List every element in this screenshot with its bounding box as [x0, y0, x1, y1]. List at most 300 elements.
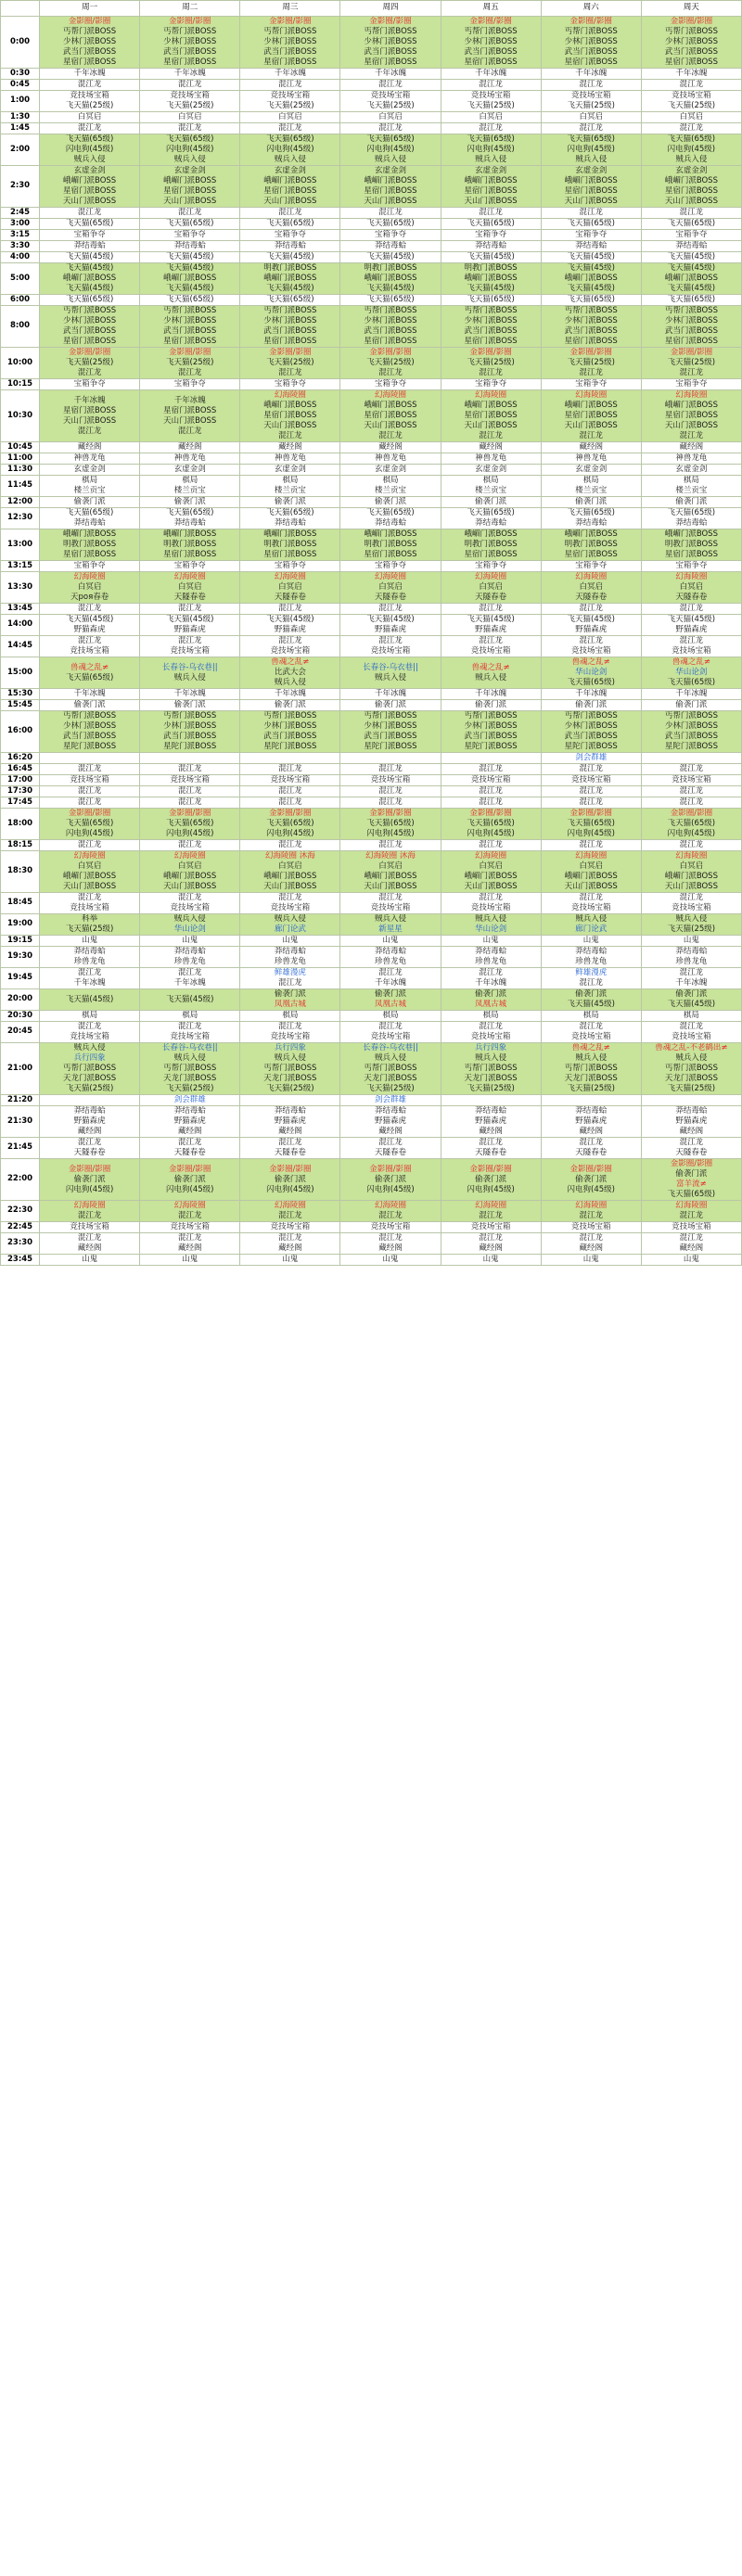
schedule-cell[interactable] — [541, 893, 641, 914]
schedule-cell[interactable] — [340, 252, 441, 263]
schedule-cell[interactable] — [340, 1255, 441, 1266]
schedule-cell[interactable] — [40, 764, 140, 775]
schedule-cell[interactable] — [641, 1159, 741, 1201]
schedule-cell[interactable] — [641, 112, 741, 123]
schedule-cell[interactable] — [140, 91, 240, 112]
schedule-cell[interactable] — [441, 636, 541, 657]
schedule-cell[interactable] — [40, 529, 140, 561]
schedule-cell[interactable] — [40, 453, 140, 465]
schedule-cell[interactable] — [140, 786, 240, 797]
schedule-cell[interactable] — [240, 17, 340, 69]
schedule-cell[interactable] — [140, 230, 240, 241]
schedule-cell[interactable] — [641, 936, 741, 947]
schedule-cell[interactable] — [441, 1159, 541, 1201]
schedule-cell[interactable] — [641, 1106, 741, 1138]
schedule-cell[interactable] — [441, 230, 541, 241]
schedule-cell[interactable] — [40, 465, 140, 476]
schedule-cell[interactable] — [441, 700, 541, 711]
schedule-cell[interactable] — [40, 208, 140, 219]
schedule-cell[interactable] — [541, 219, 641, 230]
schedule-cell[interactable] — [641, 166, 741, 208]
schedule-cell[interactable] — [441, 497, 541, 508]
schedule-cell[interactable] — [40, 893, 140, 914]
schedule-cell[interactable] — [140, 219, 240, 230]
schedule-cell[interactable] — [441, 208, 541, 219]
schedule-cell[interactable] — [140, 1233, 240, 1255]
schedule-cell[interactable] — [441, 1222, 541, 1233]
schedule-cell[interactable] — [340, 700, 441, 711]
schedule-cell[interactable] — [340, 241, 441, 252]
schedule-cell[interactable] — [641, 1138, 741, 1159]
schedule-cell[interactable] — [641, 453, 741, 465]
schedule-cell[interactable] — [340, 134, 441, 166]
schedule-cell[interactable] — [40, 379, 140, 390]
schedule-cell[interactable] — [441, 1201, 541, 1222]
schedule-cell[interactable] — [641, 786, 741, 797]
schedule-cell[interactable] — [140, 442, 240, 453]
schedule-cell[interactable] — [541, 17, 641, 69]
schedule-cell[interactable] — [541, 914, 641, 936]
schedule-cell[interactable] — [40, 17, 140, 69]
schedule-cell[interactable] — [240, 775, 340, 786]
schedule-cell[interactable] — [240, 379, 340, 390]
schedule-cell[interactable] — [641, 295, 741, 306]
schedule-cell[interactable] — [240, 989, 340, 1011]
schedule-cell[interactable] — [240, 936, 340, 947]
schedule-cell[interactable] — [541, 936, 641, 947]
schedule-cell[interactable] — [140, 914, 240, 936]
schedule-cell[interactable] — [441, 786, 541, 797]
schedule-cell[interactable] — [340, 166, 441, 208]
schedule-cell[interactable] — [240, 561, 340, 572]
schedule-cell[interactable] — [140, 476, 240, 497]
schedule-cell[interactable] — [40, 80, 140, 91]
schedule-cell[interactable] — [641, 390, 741, 442]
schedule-cell[interactable] — [441, 166, 541, 208]
schedule-cell[interactable] — [441, 442, 541, 453]
schedule-cell[interactable] — [441, 263, 541, 295]
schedule-cell[interactable] — [441, 80, 541, 91]
schedule-cell[interactable] — [641, 508, 741, 529]
schedule-cell[interactable] — [340, 508, 441, 529]
schedule-cell[interactable] — [541, 851, 641, 893]
schedule-cell[interactable] — [441, 914, 541, 936]
schedule-cell[interactable] — [140, 508, 240, 529]
schedule-cell[interactable] — [40, 797, 140, 809]
schedule-cell[interactable] — [140, 809, 240, 840]
schedule-cell[interactable] — [541, 657, 641, 689]
schedule-cell[interactable] — [441, 134, 541, 166]
schedule-cell[interactable] — [140, 968, 240, 989]
schedule-cell[interactable] — [340, 295, 441, 306]
schedule-cell[interactable] — [140, 636, 240, 657]
schedule-cell[interactable] — [441, 529, 541, 561]
schedule-cell[interactable] — [340, 17, 441, 69]
schedule-cell[interactable] — [541, 1022, 641, 1043]
schedule-cell[interactable] — [541, 80, 641, 91]
schedule-cell[interactable] — [641, 1255, 741, 1266]
schedule-cell[interactable] — [40, 636, 140, 657]
schedule-cell[interactable] — [40, 561, 140, 572]
schedule-cell[interactable] — [140, 166, 240, 208]
schedule-cell[interactable] — [541, 775, 641, 786]
schedule-cell[interactable] — [441, 112, 541, 123]
schedule-cell[interactable] — [240, 80, 340, 91]
schedule-cell[interactable] — [541, 840, 641, 851]
schedule-cell[interactable] — [240, 1095, 340, 1106]
schedule-cell[interactable] — [40, 989, 140, 1011]
schedule-cell[interactable] — [340, 775, 441, 786]
schedule-cell[interactable] — [641, 219, 741, 230]
schedule-cell[interactable] — [541, 252, 641, 263]
schedule-cell[interactable] — [541, 306, 641, 348]
schedule-cell[interactable] — [641, 497, 741, 508]
schedule-cell[interactable] — [541, 615, 641, 636]
schedule-cell[interactable] — [40, 1138, 140, 1159]
schedule-cell[interactable] — [541, 497, 641, 508]
schedule-cell[interactable] — [40, 1222, 140, 1233]
schedule-cell[interactable] — [240, 241, 340, 252]
schedule-cell[interactable] — [140, 390, 240, 442]
schedule-cell[interactable] — [140, 572, 240, 604]
schedule-cell[interactable] — [240, 657, 340, 689]
schedule-cell[interactable] — [541, 1043, 641, 1095]
schedule-cell[interactable] — [541, 1011, 641, 1022]
schedule-cell[interactable] — [641, 840, 741, 851]
schedule-cell[interactable] — [40, 476, 140, 497]
schedule-cell[interactable] — [541, 123, 641, 134]
schedule-cell[interactable] — [340, 561, 441, 572]
schedule-cell[interactable] — [340, 809, 441, 840]
schedule-cell[interactable] — [441, 476, 541, 497]
schedule-cell[interactable] — [340, 453, 441, 465]
schedule-cell[interactable] — [240, 348, 340, 379]
schedule-cell[interactable] — [541, 689, 641, 700]
schedule-cell[interactable] — [240, 1011, 340, 1022]
schedule-cell[interactable] — [140, 840, 240, 851]
schedule-cell[interactable] — [240, 1138, 340, 1159]
schedule-cell[interactable] — [441, 851, 541, 893]
schedule-cell[interactable] — [541, 1201, 641, 1222]
schedule-cell[interactable] — [541, 636, 641, 657]
schedule-cell[interactable] — [140, 700, 240, 711]
schedule-cell[interactable] — [240, 947, 340, 968]
schedule-cell[interactable] — [140, 1222, 240, 1233]
schedule-cell[interactable] — [40, 252, 140, 263]
schedule-cell[interactable] — [541, 572, 641, 604]
schedule-cell[interactable] — [340, 442, 441, 453]
schedule-cell[interactable] — [340, 1106, 441, 1138]
schedule-cell[interactable] — [441, 775, 541, 786]
schedule-cell[interactable] — [40, 809, 140, 840]
schedule-cell[interactable] — [140, 112, 240, 123]
schedule-cell[interactable] — [641, 968, 741, 989]
schedule-cell[interactable] — [40, 1022, 140, 1043]
schedule-cell[interactable] — [641, 1043, 741, 1095]
schedule-cell[interactable] — [641, 775, 741, 786]
schedule-cell[interactable] — [541, 968, 641, 989]
schedule-cell[interactable] — [641, 17, 741, 69]
schedule-cell[interactable] — [441, 252, 541, 263]
schedule-cell[interactable] — [441, 17, 541, 69]
schedule-cell[interactable] — [140, 1138, 240, 1159]
schedule-cell[interactable] — [40, 851, 140, 893]
schedule-cell[interactable] — [140, 123, 240, 134]
schedule-cell[interactable] — [641, 306, 741, 348]
schedule-cell[interactable] — [240, 764, 340, 775]
schedule-cell[interactable] — [541, 1095, 641, 1106]
schedule-cell[interactable] — [641, 797, 741, 809]
schedule-cell[interactable] — [240, 786, 340, 797]
schedule-cell[interactable] — [541, 69, 641, 80]
schedule-cell[interactable] — [441, 295, 541, 306]
schedule-cell[interactable] — [641, 1011, 741, 1022]
schedule-cell[interactable] — [641, 615, 741, 636]
schedule-cell[interactable] — [340, 1233, 441, 1255]
schedule-cell[interactable] — [240, 636, 340, 657]
schedule-cell[interactable] — [641, 1022, 741, 1043]
schedule-cell[interactable] — [541, 1255, 641, 1266]
schedule-cell[interactable] — [641, 657, 741, 689]
schedule-cell[interactable] — [541, 947, 641, 968]
schedule-cell[interactable] — [340, 786, 441, 797]
schedule-cell[interactable] — [541, 700, 641, 711]
schedule-cell[interactable] — [641, 989, 741, 1011]
schedule-cell[interactable] — [240, 529, 340, 561]
schedule-cell[interactable] — [240, 1159, 340, 1201]
schedule-cell[interactable] — [541, 797, 641, 809]
schedule-cell[interactable] — [140, 711, 240, 753]
schedule-cell[interactable] — [541, 295, 641, 306]
schedule-cell[interactable] — [441, 1138, 541, 1159]
schedule-cell[interactable] — [40, 69, 140, 80]
schedule-cell[interactable] — [240, 604, 340, 615]
schedule-cell[interactable] — [441, 604, 541, 615]
schedule-cell[interactable] — [140, 775, 240, 786]
schedule-cell[interactable] — [441, 657, 541, 689]
schedule-cell[interactable] — [441, 1255, 541, 1266]
schedule-cell[interactable] — [641, 529, 741, 561]
schedule-cell[interactable] — [140, 851, 240, 893]
schedule-cell[interactable] — [240, 91, 340, 112]
schedule-cell[interactable] — [340, 936, 441, 947]
schedule-cell[interactable] — [140, 1201, 240, 1222]
schedule-cell[interactable] — [240, 1022, 340, 1043]
schedule-cell[interactable] — [140, 1255, 240, 1266]
schedule-cell[interactable] — [441, 1022, 541, 1043]
schedule-cell[interactable] — [541, 604, 641, 615]
schedule-cell[interactable] — [240, 442, 340, 453]
schedule-cell[interactable] — [340, 219, 441, 230]
schedule-cell[interactable] — [641, 91, 741, 112]
schedule-cell[interactable] — [340, 1022, 441, 1043]
schedule-cell[interactable] — [541, 764, 641, 775]
schedule-cell[interactable] — [541, 379, 641, 390]
schedule-cell[interactable] — [40, 689, 140, 700]
schedule-cell[interactable] — [340, 1011, 441, 1022]
schedule-cell[interactable] — [40, 134, 140, 166]
schedule-cell[interactable] — [240, 572, 340, 604]
schedule-cell[interactable] — [541, 263, 641, 295]
schedule-cell[interactable] — [40, 786, 140, 797]
schedule-cell[interactable] — [641, 700, 741, 711]
schedule-cell[interactable] — [40, 1011, 140, 1022]
schedule-cell[interactable] — [240, 453, 340, 465]
schedule-cell[interactable] — [340, 529, 441, 561]
schedule-cell[interactable] — [140, 17, 240, 69]
schedule-cell[interactable] — [541, 753, 641, 764]
schedule-cell[interactable] — [140, 295, 240, 306]
schedule-cell[interactable] — [541, 989, 641, 1011]
schedule-cell[interactable] — [240, 465, 340, 476]
schedule-cell[interactable] — [641, 711, 741, 753]
schedule-cell[interactable] — [340, 123, 441, 134]
schedule-cell[interactable] — [240, 208, 340, 219]
schedule-cell[interactable] — [340, 1138, 441, 1159]
schedule-cell[interactable] — [40, 91, 140, 112]
schedule-cell[interactable] — [240, 1233, 340, 1255]
schedule-cell[interactable] — [541, 1106, 641, 1138]
schedule-cell[interactable] — [40, 775, 140, 786]
schedule-cell[interactable] — [240, 797, 340, 809]
schedule-cell[interactable] — [340, 465, 441, 476]
schedule-cell[interactable] — [140, 947, 240, 968]
schedule-cell[interactable] — [541, 230, 641, 241]
schedule-cell[interactable] — [340, 1159, 441, 1201]
schedule-cell[interactable] — [441, 306, 541, 348]
schedule-cell[interactable] — [140, 989, 240, 1011]
schedule-cell[interactable] — [641, 809, 741, 840]
schedule-cell[interactable] — [441, 123, 541, 134]
schedule-cell[interactable] — [240, 134, 340, 166]
schedule-cell[interactable] — [641, 604, 741, 615]
schedule-cell[interactable] — [140, 689, 240, 700]
schedule-cell[interactable] — [641, 851, 741, 893]
schedule-cell[interactable] — [641, 379, 741, 390]
schedule-cell[interactable] — [441, 91, 541, 112]
schedule-cell[interactable] — [140, 453, 240, 465]
schedule-cell[interactable] — [40, 572, 140, 604]
schedule-cell[interactable] — [140, 936, 240, 947]
schedule-cell[interactable] — [240, 390, 340, 442]
schedule-cell[interactable] — [340, 263, 441, 295]
schedule-cell[interactable] — [240, 711, 340, 753]
schedule-cell[interactable] — [541, 1233, 641, 1255]
schedule-cell[interactable] — [641, 348, 741, 379]
schedule-cell[interactable] — [641, 914, 741, 936]
schedule-cell[interactable] — [441, 947, 541, 968]
schedule-cell[interactable] — [441, 1095, 541, 1106]
schedule-cell[interactable] — [441, 989, 541, 1011]
schedule-cell[interactable] — [40, 700, 140, 711]
schedule-cell[interactable] — [140, 1043, 240, 1095]
schedule-cell[interactable] — [641, 123, 741, 134]
schedule-cell[interactable] — [541, 208, 641, 219]
schedule-cell[interactable] — [240, 166, 340, 208]
schedule-cell[interactable] — [641, 442, 741, 453]
schedule-cell[interactable] — [441, 840, 541, 851]
schedule-cell[interactable] — [40, 112, 140, 123]
schedule-cell[interactable] — [541, 166, 641, 208]
schedule-cell[interactable] — [340, 112, 441, 123]
schedule-cell[interactable] — [140, 1106, 240, 1138]
schedule-cell[interactable] — [441, 689, 541, 700]
schedule-cell[interactable] — [140, 1011, 240, 1022]
schedule-cell[interactable] — [441, 1011, 541, 1022]
schedule-cell[interactable] — [140, 753, 240, 764]
schedule-cell[interactable] — [340, 208, 441, 219]
schedule-cell[interactable] — [641, 561, 741, 572]
schedule-cell[interactable] — [40, 968, 140, 989]
schedule-cell[interactable] — [641, 1222, 741, 1233]
schedule-cell[interactable] — [240, 914, 340, 936]
schedule-cell[interactable] — [240, 219, 340, 230]
schedule-cell[interactable] — [441, 809, 541, 840]
schedule-cell[interactable] — [340, 689, 441, 700]
schedule-cell[interactable] — [441, 561, 541, 572]
schedule-cell[interactable] — [140, 134, 240, 166]
schedule-cell[interactable] — [441, 764, 541, 775]
schedule-cell[interactable] — [140, 764, 240, 775]
schedule-cell[interactable] — [641, 1095, 741, 1106]
schedule-cell[interactable] — [641, 263, 741, 295]
schedule-cell[interactable] — [441, 615, 541, 636]
schedule-cell[interactable] — [340, 69, 441, 80]
schedule-cell[interactable] — [240, 1255, 340, 1266]
schedule-cell[interactable] — [441, 69, 541, 80]
schedule-cell[interactable] — [541, 134, 641, 166]
schedule-cell[interactable] — [40, 390, 140, 442]
schedule-cell[interactable] — [641, 1201, 741, 1222]
schedule-cell[interactable] — [40, 936, 140, 947]
schedule-cell[interactable] — [140, 797, 240, 809]
schedule-cell[interactable] — [340, 1222, 441, 1233]
schedule-cell[interactable] — [641, 208, 741, 219]
schedule-cell[interactable] — [441, 936, 541, 947]
schedule-cell[interactable] — [340, 1201, 441, 1222]
schedule-cell[interactable] — [240, 497, 340, 508]
schedule-cell[interactable] — [40, 947, 140, 968]
schedule-cell[interactable] — [40, 306, 140, 348]
schedule-cell[interactable] — [240, 753, 340, 764]
schedule-cell[interactable] — [40, 1201, 140, 1222]
schedule-cell[interactable] — [140, 657, 240, 689]
schedule-cell[interactable] — [340, 604, 441, 615]
schedule-cell[interactable] — [40, 657, 140, 689]
schedule-cell[interactable] — [240, 840, 340, 851]
schedule-cell[interactable] — [340, 390, 441, 442]
schedule-cell[interactable] — [240, 893, 340, 914]
schedule-cell[interactable] — [441, 508, 541, 529]
schedule-cell[interactable] — [441, 390, 541, 442]
schedule-cell[interactable] — [641, 134, 741, 166]
schedule-cell[interactable] — [40, 442, 140, 453]
schedule-cell[interactable] — [340, 840, 441, 851]
schedule-cell[interactable] — [641, 69, 741, 80]
schedule-cell[interactable] — [641, 753, 741, 764]
schedule-cell[interactable] — [441, 219, 541, 230]
schedule-cell[interactable] — [40, 508, 140, 529]
schedule-cell[interactable] — [641, 230, 741, 241]
schedule-cell[interactable] — [641, 241, 741, 252]
schedule-cell[interactable] — [340, 989, 441, 1011]
schedule-cell[interactable] — [340, 1095, 441, 1106]
schedule-cell[interactable] — [40, 230, 140, 241]
schedule-cell[interactable] — [240, 112, 340, 123]
schedule-cell[interactable] — [340, 657, 441, 689]
schedule-cell[interactable] — [541, 711, 641, 753]
schedule-cell[interactable] — [340, 80, 441, 91]
